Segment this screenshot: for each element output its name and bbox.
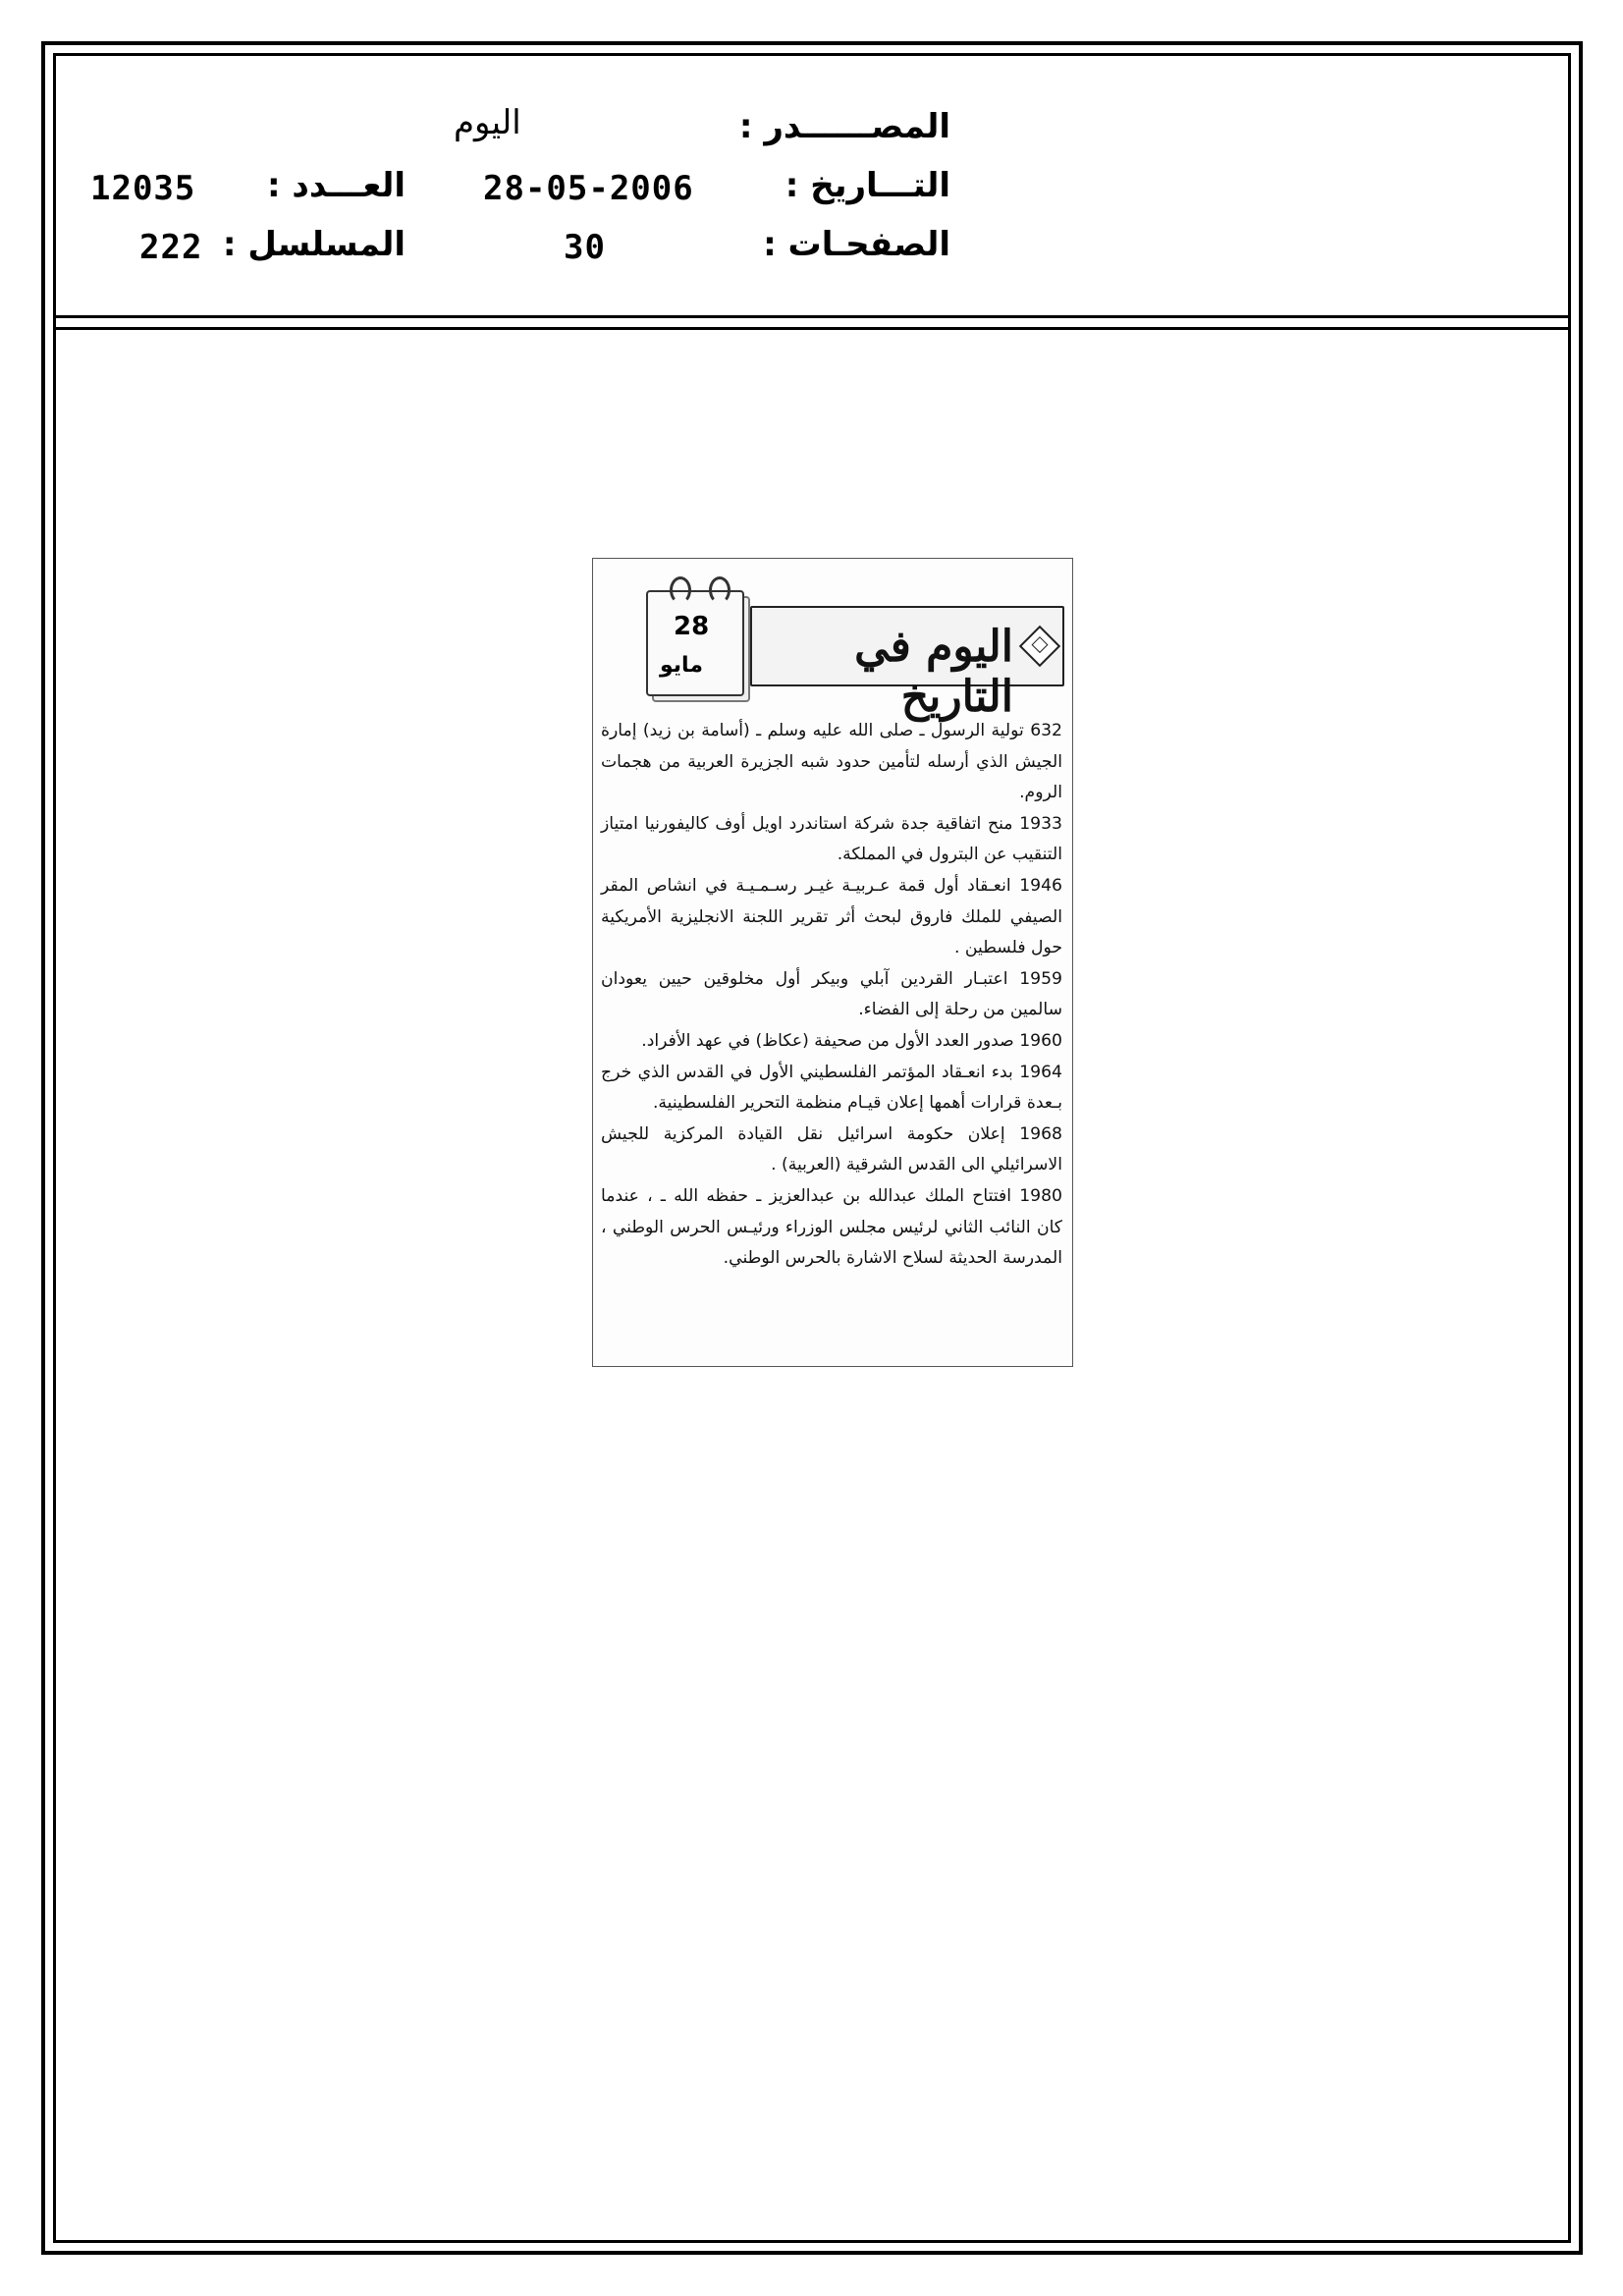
header-divider	[53, 315, 1571, 318]
date-value: 28-05-2006	[483, 169, 694, 208]
serial-number: 222	[139, 228, 203, 267]
calendar-month: مايو	[660, 653, 703, 678]
history-entry: 632 تولية الرسول ـ صلى الله عليه وسلم ـ (أسامة بن زيد) إمارة الجيش الذي أرسله لتأمين حدود شبه الجزيرة العربية من هجمات الروم.	[601, 721, 1062, 803]
clipping-title-banner	[750, 606, 1064, 722]
source-value: اليوم	[454, 103, 521, 142]
header-divider-double	[53, 327, 1571, 330]
history-entry: 1964 بدء انعـقاد المؤتمر الفلسطيني الأول في القدس الذي خرج بـعدة قرارات أهمها إعلان قيـام منظمة التحرير الفلسطينية.	[601, 1062, 1062, 1114]
newspaper-clipping	[592, 558, 1073, 1367]
calendar-day: 28	[674, 612, 710, 641]
issue-label: العـــدد :	[267, 166, 406, 205]
pages-value: 30	[564, 228, 606, 267]
source-label: المصــــــدر :	[738, 107, 950, 146]
clipping-header	[593, 559, 1072, 722]
date-label: التـــاريخ :	[784, 166, 950, 205]
history-entry: 1980 افتتاح الملك عبدالله بن عبدالعزيز ـ حفظه الله ـ ، عندما كان النائب الثاني لرئيس مجلس الوزراء ورئيـس الحرس الوطني ، المدرسة الحديثة لسلاح الاشارة بالحرس الوطني.	[601, 1185, 1062, 1269]
history-entry: 1968 إعلان حكومة اسرائيل نقل القيادة المركزية للجيش الاسرائيلي الى القدس الشرقية (العربية) .	[601, 1123, 1062, 1175]
pages-label: الصفحـات :	[763, 225, 950, 264]
clipping-title: اليوم في التاريخ	[854, 622, 1013, 722]
history-entry: 1959 اعتبـار القردين آبلي وبيكر أول مخلوقين حيين يعودان سالمين من رحلة إلى الفضاء.	[601, 968, 1062, 1020]
history-entry: 1933 منح اتفاقية جدة شركة استاندرد اويل أوف كاليفورنيا امتياز التنقيب عن البترول في المملكة.	[601, 813, 1062, 865]
serial-label: المسلسل :	[222, 225, 406, 264]
history-entry: 1960 صدور العدد الأول من صحيفة (عكاظ) في عهد الأفراد.	[641, 1030, 1062, 1051]
history-entry: 1946 انعـقاد أول قمة عـربيـة غيـر رسـمـيـة في انشاص المقر الصيفي للملك فاروق لبحث أثر تقرير اللجنة الانجليزية الأمريكية حول فلسطين .	[601, 875, 1062, 958]
calendar-icon	[640, 576, 750, 704]
clipping-body	[601, 716, 1062, 1275]
diamond-ornament-icon	[1019, 626, 1060, 667]
issue-number: 12035	[90, 169, 196, 208]
